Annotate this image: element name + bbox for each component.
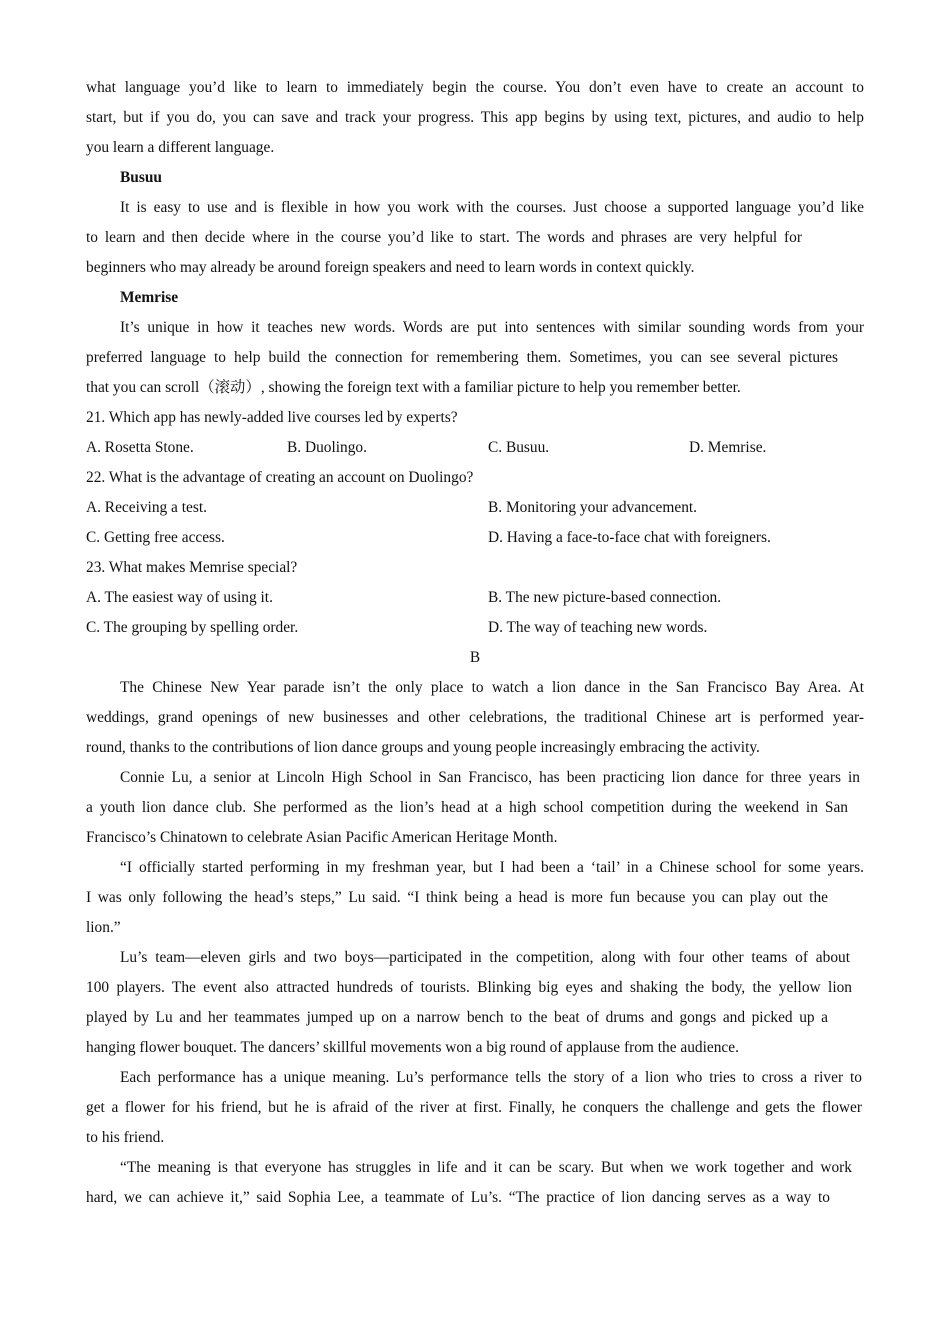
question-21-stem: 21. Which app has newly-added live courses led by experts? — [86, 409, 458, 426]
busuu-text-line: beginners who may already be around foreign speakers and need to learn words in context quickly. — [86, 259, 695, 276]
passage-b-paragraph-3-line: “I officially started performing in my freshman year, but I had been a ‘tail’ in a Chinese school for some years. — [120, 859, 864, 876]
memrise-text-line: that you can scroll（滚动）, showing the foreign text with a familiar picture to help you remember better. — [86, 379, 741, 396]
passage-b-paragraph-2-line: a youth lion dance club. She performed as the lion’s head at a high school competition during the weekend in San — [86, 799, 848, 816]
passage-b-paragraph-4-line: 100 players. The event also attracted hundreds of tourists. Blinking big eyes and shaking the body, the yellow lion — [86, 979, 852, 996]
memrise-heading: Memrise — [120, 289, 179, 306]
memrise-text-line: preferred language to help build the connection for remembering them. Sometimes, you can see several pictures — [86, 349, 838, 366]
passage-b-paragraph-5-line: Each performance has a unique meaning. Lu’s performance tells the story of a lion who tries to cross a river to — [120, 1069, 862, 1086]
passage-b-paragraph-2-line: Connie Lu, a senior at Lincoln High School in San Francisco, has been practicing lion dance for three years in — [120, 769, 860, 786]
passage-b-paragraph-3-line: lion.” — [86, 919, 121, 936]
passage-b-paragraph-4-line: played by Lu and her teammates jumped up on a narrow bench to the beat of drums and gongs and picked up a — [86, 1009, 828, 1026]
busuu-heading: Busuu — [120, 169, 162, 186]
question-23-option-c: C. The grouping by spelling order. — [86, 619, 299, 636]
memrise-text-line: It’s unique in how it teaches new words. Words are put into sentences with similar sounding words from your — [120, 319, 864, 336]
passage-b-paragraph-1-line: weddings, grand openings of new businesses and other celebrations, the traditional Chinese art is performed year- — [86, 709, 864, 726]
question-23-option-d: D. The way of teaching new words. — [488, 619, 708, 636]
question-21-option-b: B. Duolingo. — [287, 439, 367, 456]
passage-b-paragraph-3-line: I was only following the head’s steps,” Lu said. “I think being a head is more fun because you can play out the — [86, 889, 828, 906]
passage-b-paragraph-4-line: Lu’s team—eleven girls and two boys—participated in the competition, along with four other teams of about — [120, 949, 850, 966]
passage-a-intro-line: start, but if you do, you can save and track your progress. This app begins by using text, pictures, and audio to help — [86, 109, 864, 126]
question-21-option-c: C. Busuu. — [488, 439, 550, 456]
passage-b-label: B — [469, 649, 481, 666]
question-22-option-d: D. Having a face-to-face chat with foreigners. — [488, 529, 771, 546]
passage-b-paragraph-6-line: hard, we can achieve it,” said Sophia Lee, a teammate of Lu’s. “The practice of lion dancing serves as a way to — [86, 1189, 830, 1206]
passage-a-intro-line: you learn a different language. — [86, 139, 275, 156]
passage-a-intro-line: what language you’d like to learn to immediately begin the course. You don’t even have to create an account to — [86, 79, 864, 96]
passage-b-paragraph-1-line: round, thanks to the contributions of lion dance groups and young people increasingly embracing the activity. — [86, 739, 760, 756]
passage-b-paragraph-2-line: Francisco’s Chinatown to celebrate Asian Pacific American Heritage Month. — [86, 829, 558, 846]
question-22-option-a: A. Receiving a test. — [86, 499, 207, 516]
question-22-stem: 22. What is the advantage of creating an account on Duolingo? — [86, 469, 474, 486]
question-23-option-b: B. The new picture-based connection. — [488, 589, 722, 606]
passage-b-paragraph-5-line: get a flower for his friend, but he is afraid of the river at first. Finally, he conquers the challenge and gets the flower — [86, 1099, 862, 1116]
question-22-option-b: B. Monitoring your advancement. — [488, 499, 698, 516]
question-23-option-a: A. The easiest way of using it. — [86, 589, 273, 606]
passage-b-paragraph-1-line: The Chinese New Year parade isn’t the only place to watch a lion dance in the San Francisco Bay Area. At — [120, 679, 864, 696]
passage-b-paragraph-6-line: “The meaning is that everyone has struggles in life and it can be scary. But when we work together and work — [120, 1159, 852, 1176]
busuu-text-line: to learn and then decide where in the course you’d like to start. The words and phrases are very helpful for — [86, 229, 802, 246]
passage-b-paragraph-4-line: hanging flower bouquet. The dancers’ skillful movements won a big round of applause from the audience. — [86, 1039, 739, 1056]
passage-b-paragraph-5-line: to his friend. — [86, 1129, 165, 1146]
question-23-stem: 23. What makes Memrise special? — [86, 559, 298, 576]
question-21-option-a: A. Rosetta Stone. — [86, 439, 194, 456]
question-21-option-d: D. Memrise. — [689, 439, 767, 456]
busuu-text-line: It is easy to use and is flexible in how you work with the courses. Just choose a supported language you’d like — [120, 199, 864, 216]
question-22-option-c: C. Getting free access. — [86, 529, 225, 546]
